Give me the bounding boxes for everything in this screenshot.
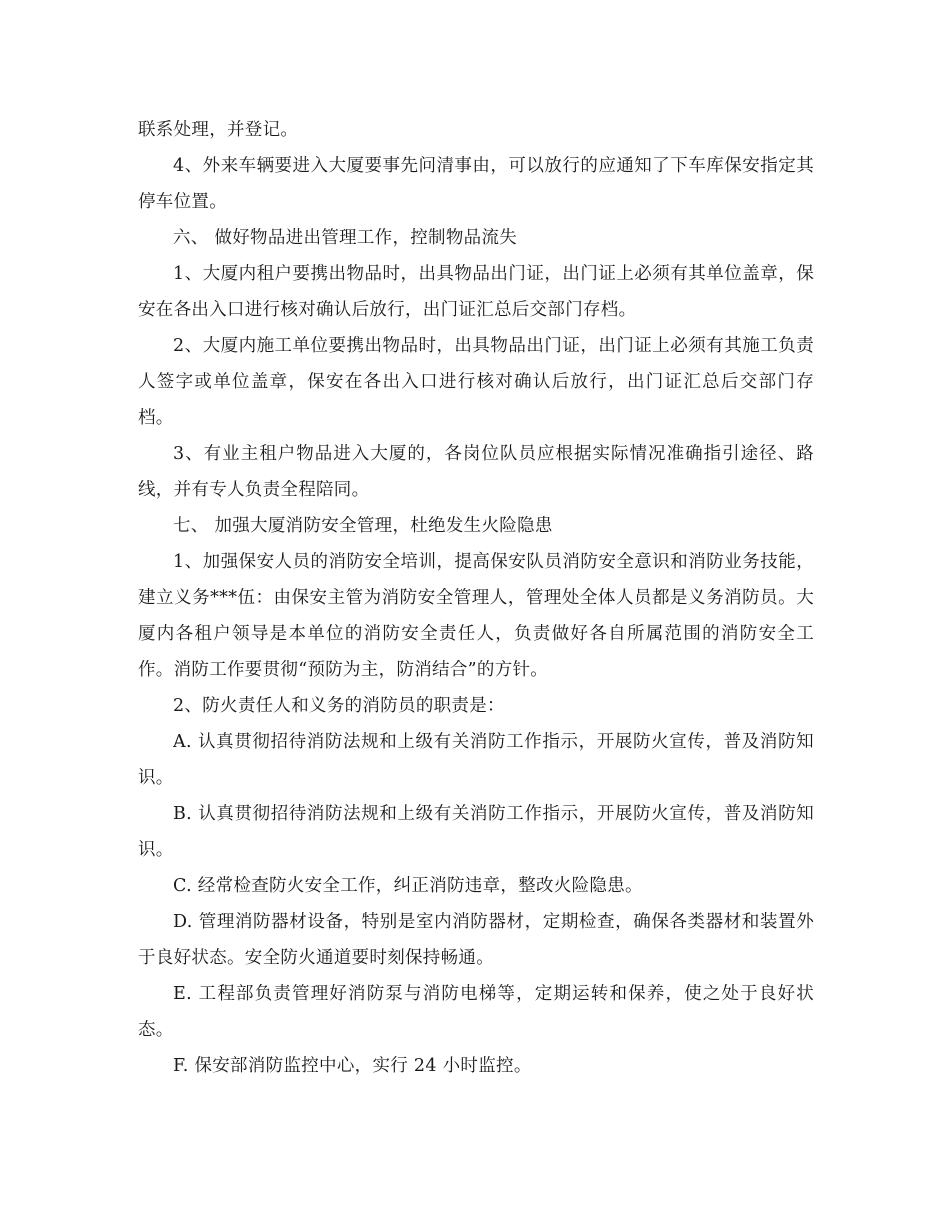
paragraph-0: 联系处理，并登记。 bbox=[138, 120, 299, 140]
duty-item-a: A. 认真贯彻招待消防法规和上级有关消防工作指示，开展防火宣传，普及消防知识。 bbox=[138, 732, 814, 788]
section-heading-6: 六、 做好物品进出管理工作，控制物品流失 bbox=[173, 228, 518, 248]
duty-item-c: C. 经常检查防火安全工作，纠正消防违章，整改火险隐患。 bbox=[173, 876, 643, 896]
paragraph-4: 2、大厦内施工单位要携出物品时，出具物品出门证，出门证上必须有其施工负责人签字或单位盖章，保安在各出入口进行核对确认后放行，出门证汇总后交部门存档。 bbox=[138, 336, 814, 428]
duty-item-e: E. 工程部负责管理好消防泵与消防电梯等，定期运转和保养，使之处于良好状态。 bbox=[138, 984, 814, 1040]
document-body bbox=[138, 112, 814, 1084]
paragraph-1: 4、外来车辆要进入大厦要事先问清事由，可以放行的应通知了下车库保安指定其停车位置。 bbox=[138, 156, 814, 212]
duty-item-b: B. 认真贯彻招待消防法规和上级有关消防工作指示，开展防火宣传，普及消防知识。 bbox=[138, 804, 814, 860]
paragraph-7: 1、加强保安人员的消防安全培训，提高保安队员消防安全意识和消防业务技能，建立义务***伍：由保安主管为消防安全管理人，管理处全体人员都是义务消防员。大厦内各租户领导是本单位的消防安全责任人，负责做好各自所属范围的消防安全工作。消防工作要贯彻“预防为主，防消结合”的方针。 bbox=[138, 552, 814, 680]
duty-item-f: F. 保安部消防监控中心，实行 24 小时监控。 bbox=[173, 1056, 532, 1076]
section-heading-7: 七、 加强大厦消防安全管理，杜绝发生火险隐患 bbox=[173, 516, 553, 536]
duty-item-d: D. 管理消防器材设备，特别是室内消防器材，定期检查，确保各类器材和装置外于良好状态。安全防火通道要时刻保持畅通。 bbox=[138, 912, 814, 968]
paragraph-5: 3、有业主租户物品进入大厦的，各岗位队员应根据实际情况准确指引途径、路线，并有专人负责全程陪同。 bbox=[138, 444, 814, 500]
paragraph-3: 1、大厦内租户要携出物品时，出具物品出门证，出门证上必须有其单位盖章，保安在各出入口进行核对确认后放行，出门证汇总后交部门存档。 bbox=[138, 264, 814, 320]
paragraph-8: 2、防火责任人和义务的消防员的职责是： bbox=[173, 696, 505, 716]
